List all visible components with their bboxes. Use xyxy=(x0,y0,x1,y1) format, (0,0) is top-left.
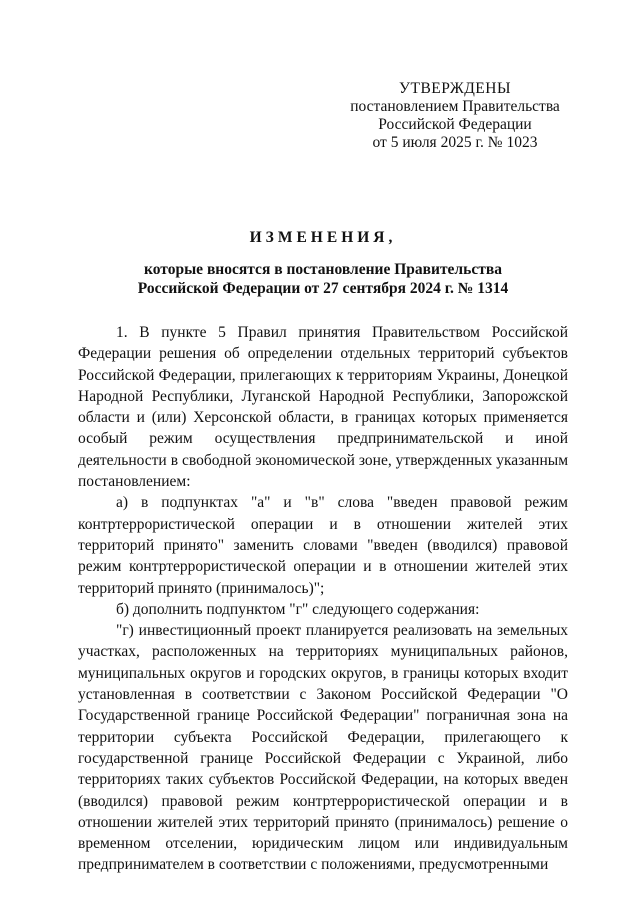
approval-line: постановлением Правительства xyxy=(350,98,560,115)
approval-heading: УТВЕРЖДЕНЫ xyxy=(399,80,511,97)
document-title xyxy=(78,228,568,298)
title-main: ИЗМЕНЕНИЯ, xyxy=(249,229,397,246)
paragraph-a: а) в подпунктах "а" и "в" слова "введен правовой режим контртеррористической операции и в отношении жителей этих территорий принято" заменить словами "введен (вводился) правовой режим контртеррористической операции и в отношении жителей этих территорий принято (принималось)"; xyxy=(78,494,568,597)
title-subtitle: Российской Федерации от 27 сентября 2024 г. № 1314 xyxy=(137,280,509,297)
paragraph-g: "г) инвестиционный проект планируется реализовать на земельных участках, расположенных на территориях муниципальных районов, муниципальных округов и городских округов, в границы которых входит установленная в соответствии с Законом Российской Федерации "О Государственной границе Российской Федерации" пограничная зона на территории субъекта Российской Федерации, прилегающего к государственной границе Российской Федерации с Украиной, либо территориях таких субъектов Российской Федерации, на которых введен (вводился) правовой режим контртеррористической операции и в отношении жителей этих территорий принято (принималось) решение о временном отселении, юридическим лицом или индивидуальным предпринимателем в соответствии с положениями, предусмотренными xyxy=(78,622,568,874)
paragraph-1: 1. В пункте 5 Правил принятия Правительством Российской Федерации решения об определении отдельных территорий субъектов Российской Федерации, прилегающих к территориям Украины, Донецкой Народной Республики, Луганской Народной Республики, Запорожской области и (или) Херсонской области, в границах которых применяется особый режим осуществления предпринимательской и иной деятельности в свободной экономической зоне, утвержденных указанным постановлением: xyxy=(78,324,568,491)
document-body xyxy=(78,322,568,876)
title-subtitle: которые вносятся в постановление Правительства xyxy=(144,261,502,278)
approval-line: Российской Федерации xyxy=(378,116,532,133)
approval-stamp xyxy=(330,80,580,152)
paragraph-b: б) дополнить подпунктом "г" следующего содержания: xyxy=(116,600,480,618)
approval-date: от 5 июля 2025 г. № 1023 xyxy=(372,134,538,151)
